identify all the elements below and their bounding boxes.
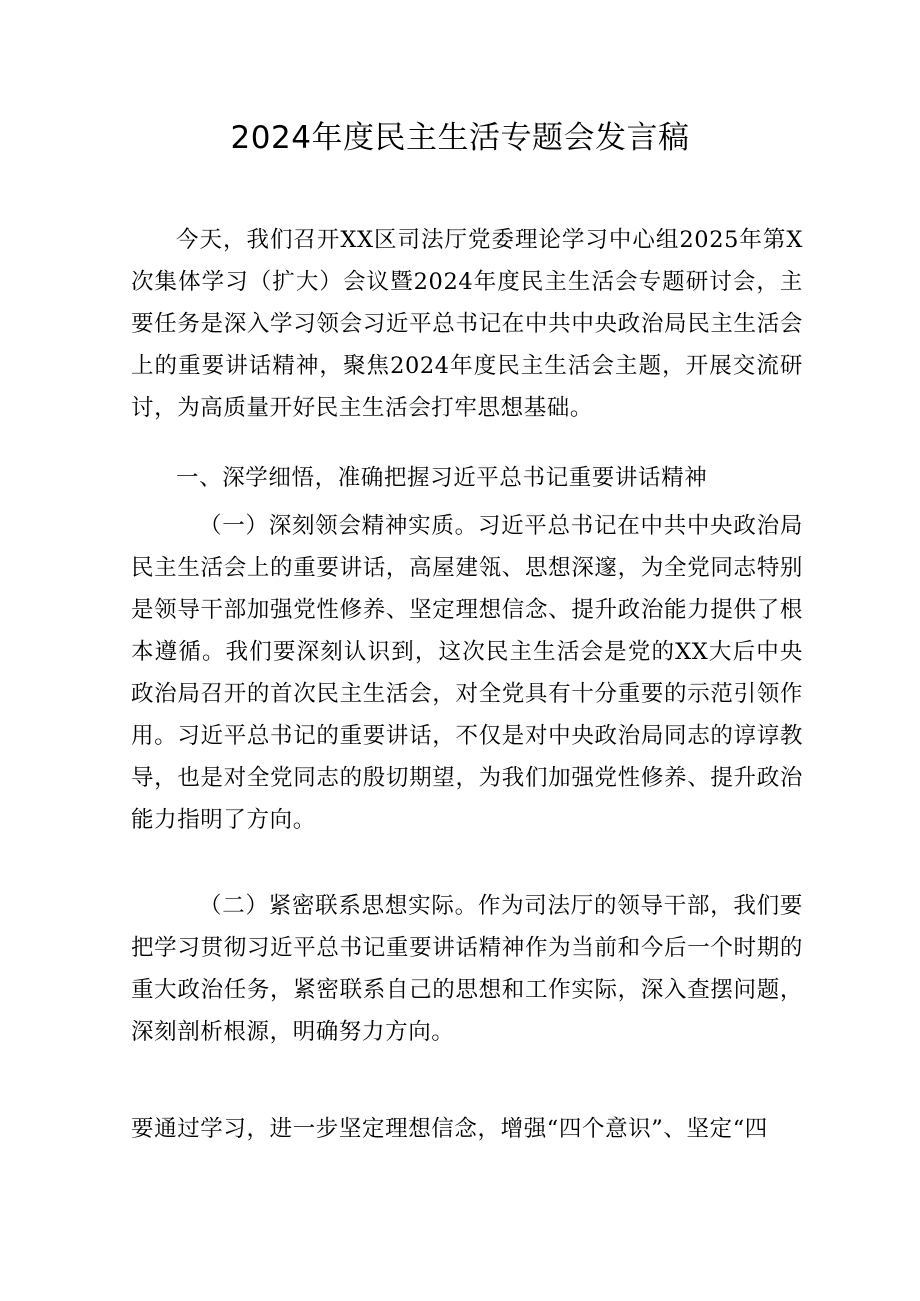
- section-heading-1: 一、深学细悟，准确把握习近平总书记重要讲话精神: [176, 465, 708, 491]
- document-title: 2024年度民主生活专题会发言稿: [230, 120, 690, 156]
- paragraph-continued: 要通过学习，进一步坚定理想信念，增强“四个意识”、坚定“四: [131, 1116, 768, 1142]
- paragraph-intro: 今天，我们召开XX区司法厅党委理论学习中心组2025年第X次集体学习（扩大）会议暨2024年度民主生活会专题研讨会，主要任务是深入学习领会习近平总书记在中共中央政治局民主生活会上的重要讲话精神，聚焦2024年度民主生活会主题，开展交流研讨，为高质量开好民主生活会打牢思想基础。: [131, 227, 803, 421]
- paragraph-subsection-2: （二）紧密联系思想实际。作为司法厅的领导干部，我们要把学习贯彻习近平总书记重要讲话精神作为当前和今后一个时期的重大政治任务，紧密联系自己的思想和工作实际，深入查摆问题，深刻剖析根源，明确努力方向。: [131, 893, 803, 1045]
- paragraph-subsection-1: （一）深刻领会精神实质。习近平总书记在中共中央政治局民主生活会上的重要讲话，高屋建瓴、思想深邃，为全党同志特别是领导干部加强党性修养、坚定理想信念、提升政治能力提供了根本遵循。我们要深刻认识到，这次民主生活会是党的XX大后中央政治局召开的首次民主生活会，对全党具有十分重要的示范引领作用。习近平总书记的重要讲话，不仅是对中央政治局同志的谆谆教导，也是对全党同志的殷切期望，为我们加强党性修养、提升政治能力指明了方向。: [131, 513, 803, 833]
